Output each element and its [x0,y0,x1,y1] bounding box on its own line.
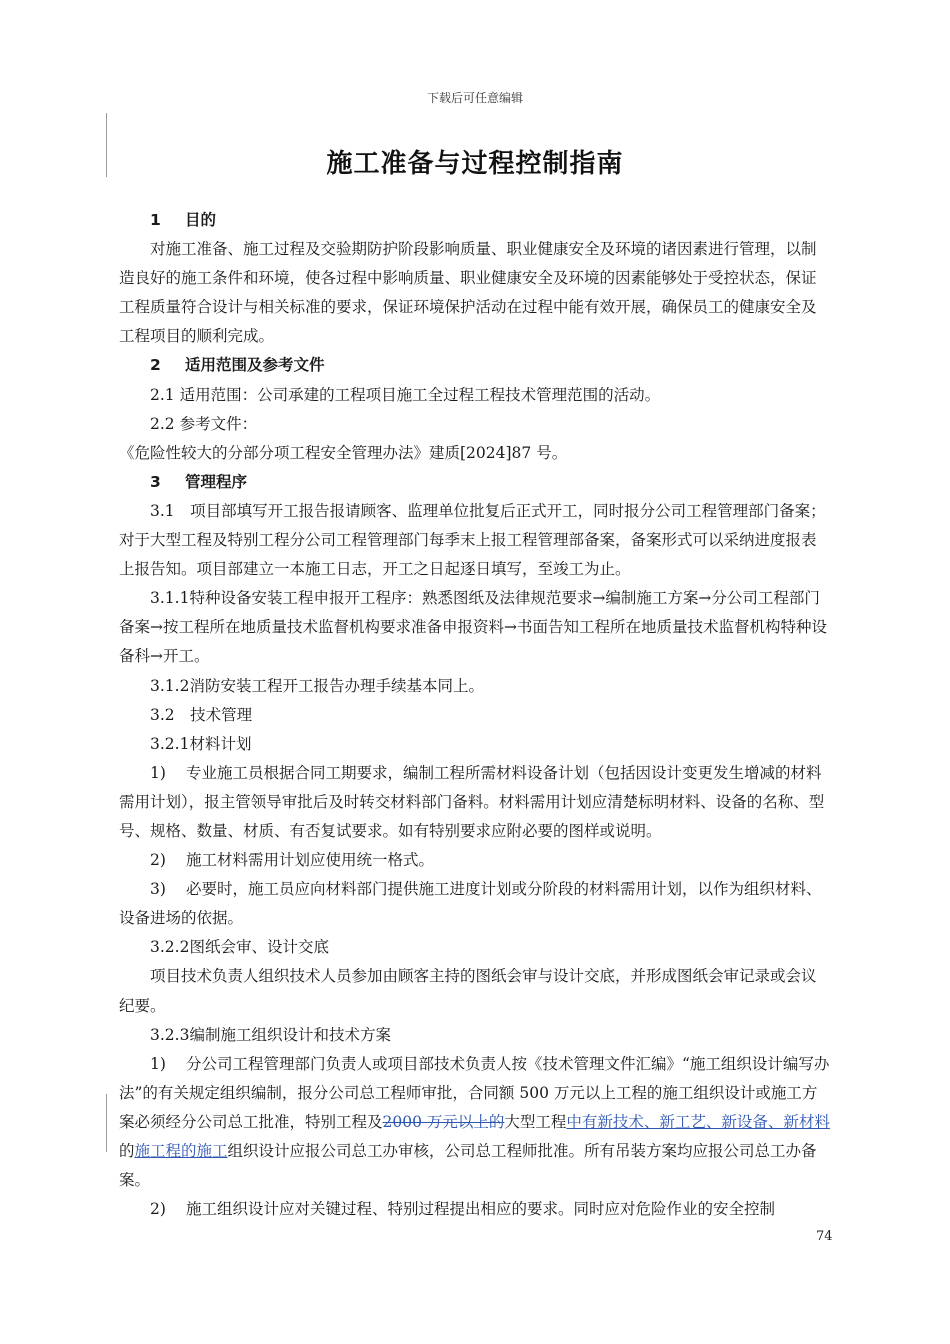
tracked-insertion: 中有新技术、新工艺、新设备、新材料 [566,1112,830,1131]
list-item: 2) 施工组织设计应对关键过程、特别过程提出相应的要求。同时应对危险作业的安全控制 [150,1200,776,1219]
paragraph: 2.1 适用范围：公司承建的工程项目施工全过程工程技术管理范围的活动。 [150,385,661,404]
paragraph: 对施工准备、施工过程及交验期防护阶段影响质量、职业健康安全及环境的诸因素进行管理，以制造良好的施工条件和环境，使各过程中影响质量、职业健康安全及环境的因素能够处于受控状态，保证工程质量符合设计与相关标准的要求，保证环境保护活动在过程中能有效开展，确保员工的健康安全及工程项目的顺利完成。 [119,240,817,346]
section-heading: 2 适用范围及参考文件 [150,356,325,375]
list-item: 2) 施工材料需用计划应使用统一格式。 [150,851,435,870]
subsection-heading: 3.2.1材料计划 [150,734,252,753]
subsection-heading: 3.2.3编制施工组织设计和技术方案 [150,1025,391,1044]
list-item: 3) 必要时，施工员应向材料部门提供施工进度计划或分阶段的材料需用计划，以作为组织材料、设备进场的依据。 [119,880,822,928]
subsection-heading: 3.2 技术管理 [150,705,253,724]
paragraph: 《危险性较大的分部分项工程安全管理办法》建质[2024]87 号。 [119,443,568,462]
paragraph: 项目技术负责人组织技术人员参加由顾客主持的图纸会审与设计交底，并形成图纸会审记录或会议纪要。 [119,967,817,1015]
paragraph: 3.1.1特种设备安装工程申报开工程序：熟悉图纸及法律规范要求→编制施工方案→分公司工程部门备案→按工程所在地质量技术监督机构要求准备申报资料→书面告知工程所在地质量技术监督机构特种设备科→开工。 [119,589,827,666]
list-item: 1) 专业施工员根据合同工期要求，编制工程所需材料设备计划（包括因设计变更发生增减的材料需用计划），报主管领导审批后及时转交材料部门备料。材料需用计划应清楚标明材料、设备的名称、型号、规格、数量、材质、有否复试要求。如有特别要求应附必要的图样或说明。 [119,763,825,840]
document-body [119,206,831,1224]
paragraph: 2.2 参考文件： [150,414,258,433]
header-note: 下载后可任意编辑 [426,91,523,105]
paragraph: 3.1.2消防安装工程开工报告办理手续基本同上。 [150,676,484,695]
subsection-heading: 3.2.2图纸会审、设计交底 [150,938,329,957]
tracked-insertion: 施工程的施工 [134,1142,228,1160]
revision-margin-bar [106,1094,107,1152]
tracked-deletion: 2000 万元以上的 [382,1112,505,1131]
paragraph: 3.1 项目部填写开工报告报请顾客、监理单位批复后正式开工，同时报分公司工程管理部门备案；对于大型工程及特别工程分公司工程管理部门每季末上报工程管理部备案，备案形式可以采纳进度报表上报告知。项目部建立一本施工日志，开工之日起逐日填写，至竣工为止。 [119,501,826,579]
page-number: 74 [816,1229,833,1244]
document-title: 施工准备与过程控制指南 [326,149,624,179]
section-heading: 1 目的 [150,211,217,229]
section-heading: 3 管理程序 [150,472,248,491]
list-item: 1) 分公司工程管理部门负责人或项目部技术负责人按《技术管理文件汇编》“施工组织设计编写办法”的有关规定组织编制，报分公司总工程师审批，合同额 500 万元以上工程的施工组织设计或施工方案必须经分公司总工批准，特别工程及2000 万元以上的大型工程中有新技术、新工艺、新设备、新材料的施工程的施工组织设计应报公司总工办审核，公司总工程师批准。所有吊装方案均应报公司总工办备案。 [119,1054,830,1190]
